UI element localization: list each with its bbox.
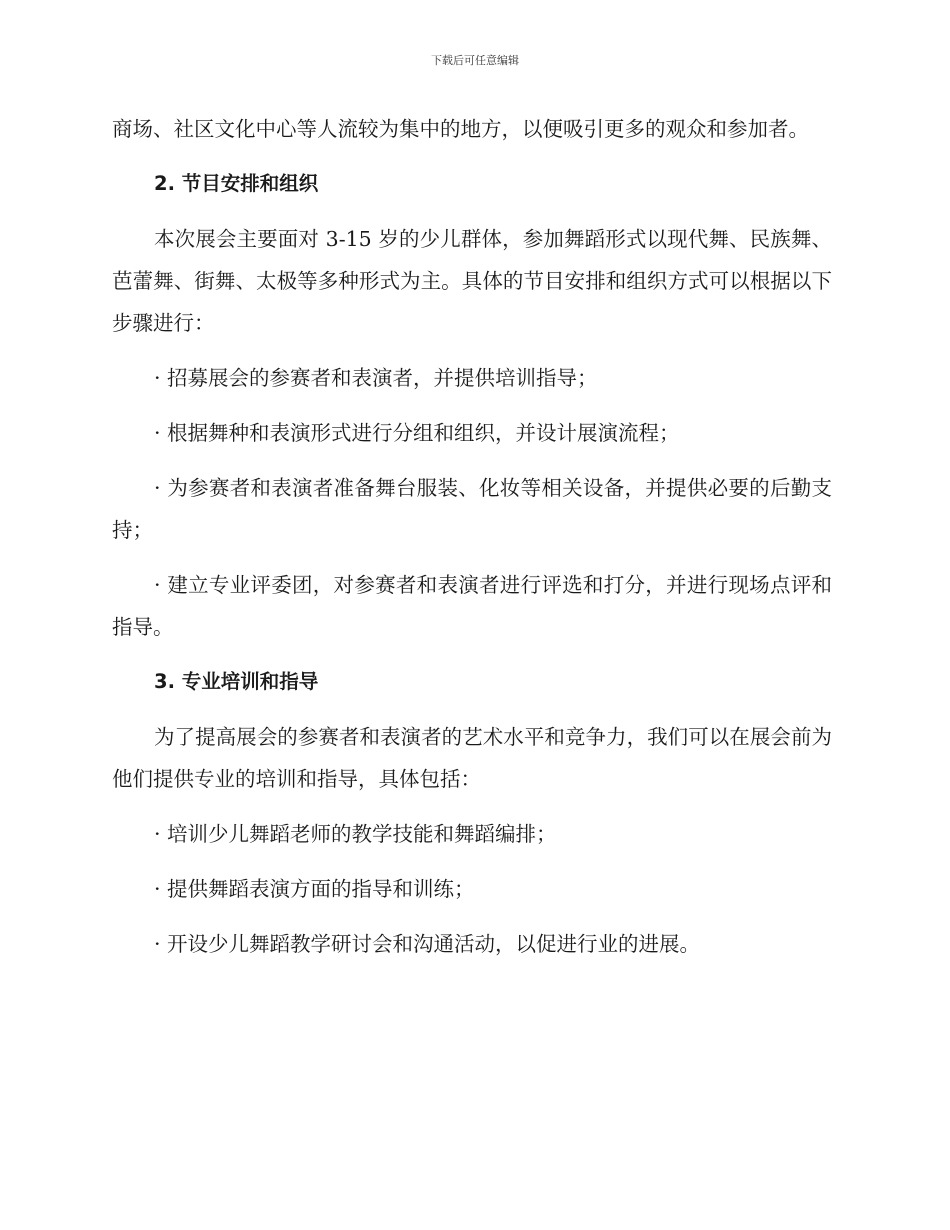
list-item: · 开设少儿舞蹈教学研讨会和沟通活动，以促进行业的进展。: [154, 932, 701, 956]
list-item: · 建立专业评委团，对参赛者和表演者进行评选和打分，并进行现场点评和指导。: [112, 573, 832, 639]
paragraph-section-2: 本次展会主要面对 3-15 岁的少儿群体，参加舞蹈形式以现代舞、民族舞、芭蕾舞、街舞、太极等多种形式为主。具体的节目安排和组织方式可以根据以下步骤进行：: [112, 227, 832, 335]
list-item: · 提供舞蹈表演方面的指导和训练；: [154, 877, 475, 901]
list-item: · 培训少儿舞蹈老师的教学技能和舞蹈编排；: [154, 822, 557, 846]
list-item: · 招募展会的参赛者和表演者，并提供培训指导；: [154, 366, 598, 390]
paragraph-section-3: 为了提高展会的参赛者和表演者的艺术水平和竞争力，我们可以在展会前为他们提供专业的培训和指导，具体包括：: [112, 725, 832, 791]
list-item: · 根据舞种和表演形式进行分组和组织，并设计展演流程；: [154, 421, 680, 445]
document-body: [112, 108, 832, 978]
paragraph-intro-continuation: 商场、社区文化中心等人流较为集中的地方，以便吸引更多的观众和参加者。: [112, 117, 809, 141]
page-header: 下载后可任意编辑: [431, 54, 519, 67]
section-heading-2: 2. 节目安排和组织: [154, 172, 319, 195]
section-heading-3: 3. 专业培训和指导: [154, 670, 319, 693]
list-item: · 为参赛者和表演者准备舞台服装、化妆等相关设备，并提供必要的后勤支持；: [112, 476, 832, 542]
